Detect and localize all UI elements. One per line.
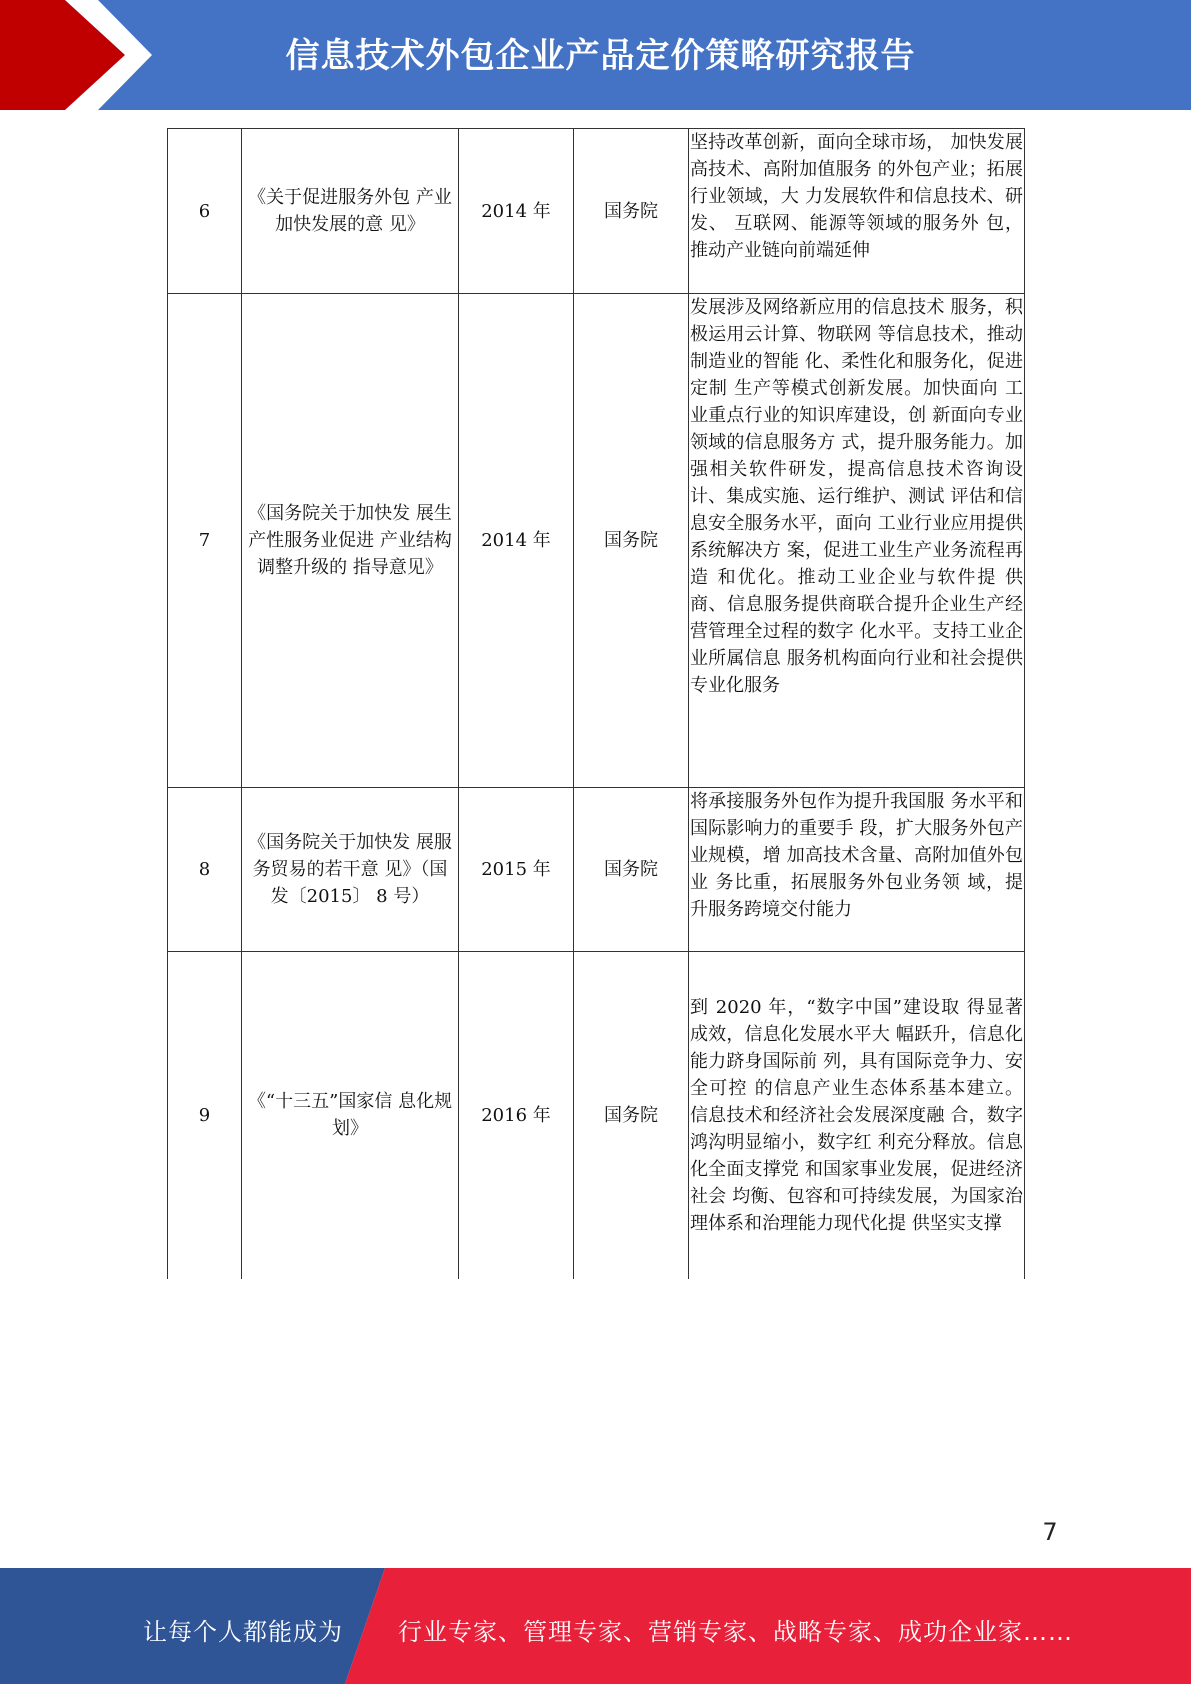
policy-content <box>689 952 1025 1279</box>
policy-issuer: 国务院 <box>574 294 689 788</box>
policy-title: 《关于促进服务外包 产业加快发展的意 见》 <box>242 129 459 294</box>
policy-table <box>167 128 1025 1279</box>
report-title: 信息技术外包企业产品定价策略研究报告 <box>285 36 916 76</box>
policy-issuer: 国务院 <box>574 788 689 952</box>
policy-content <box>689 294 1025 788</box>
table-row <box>168 129 1025 294</box>
footer-band <box>0 1568 1191 1684</box>
policy-year: 2016 年 <box>459 952 574 1279</box>
policy-content-text: 到 2020 年，“数字中国”建设取 得显著成效，信息化发展水平大 幅跃升，信息化能力跻身国际前 列，具有国际竞争力、安全可控 的信息产业生态体系基本建立。 信息技术和经济社会发展深度融 合，数字鸿沟明显缩小，数字红 利充分释放。信息化全面支撑党 和国家事业发展，促进经济社会 均衡、包容和可持续发展，为国家治理体系和治理能力现代化提 供坚实支撑 <box>690 996 1023 1234</box>
row-number: 9 <box>168 952 242 1279</box>
policy-issuer: 国务院 <box>574 952 689 1279</box>
policy-year: 2014 年 <box>459 129 574 294</box>
policy-content <box>689 129 1025 294</box>
policy-title: 《国务院关于加快发 展服务贸易的若干意 见》（国发〔2015〕 8 号） <box>242 788 459 952</box>
policy-content <box>689 788 1025 952</box>
policy-issuer: 国务院 <box>574 129 689 294</box>
policy-content-text: 将承接服务外包作为提升我国服 务水平和国际影响力的重要手 段，扩大服务外包产业规模，增 加高技术含量、高附加值外包业 务比重，拓展服务外包业务领 域，提升服务跨境交付能力 <box>690 791 1023 920</box>
policy-content-text: 坚持改革创新，面向全球市场， 加快发展高技术、高附加值服务 的外包产业；拓展行业领域，大 力发展软件和信息技术、研发、 互联网、能源等领域的服务外 包，推动产业链向前端延伸 <box>690 132 1023 261</box>
header-band <box>0 0 1191 110</box>
table-row <box>168 294 1025 788</box>
footer-slogan-left: 让每个人都能成为 <box>143 1618 343 1646</box>
policy-year: 2015 年 <box>459 788 574 952</box>
row-number: 6 <box>168 129 242 294</box>
policy-title: 《国务院关于加快发 展生产性服务业促进 产业结构调整升级的 指导意见》 <box>242 294 459 788</box>
policy-year: 2014 年 <box>459 294 574 788</box>
table-row <box>168 788 1025 952</box>
row-number: 7 <box>168 294 242 788</box>
row-number: 8 <box>168 788 242 952</box>
page-number: 7 <box>1042 1518 1058 1546</box>
policy-title: 《“十三五”国家信 息化规划》 <box>242 952 459 1279</box>
footer-slogan-right: 行业专家、管理专家、营销专家、战略专家、成功企业家…… <box>398 1618 1073 1646</box>
policy-content-text: 发展涉及网络新应用的信息技术 服务，积极运用云计算、物联网 等信息技术，推动制造业的智能 化、柔性化和服务化，促进定制 生产等模式创新发展。加快面向 工业重点行业的知识库建设，创 新面向专业领域的信息服务方 式，提升服务能力。加强相关软件研发，提高信息技术咨询设 计、集成实施、运行维护、测试 评估和信息安全服务水平，面向 工业行业应用提供系统解决方 案，促进工业生产业务流程再造 和优化。推动工业企业与软件提 供商、信息服务提供商联合提升企业生产经营管理全过程的数字 化水平。支持工业企业所属信息 服务机构面向行业和社会提供专业化服务 <box>690 297 1023 696</box>
table-row <box>168 952 1025 1279</box>
